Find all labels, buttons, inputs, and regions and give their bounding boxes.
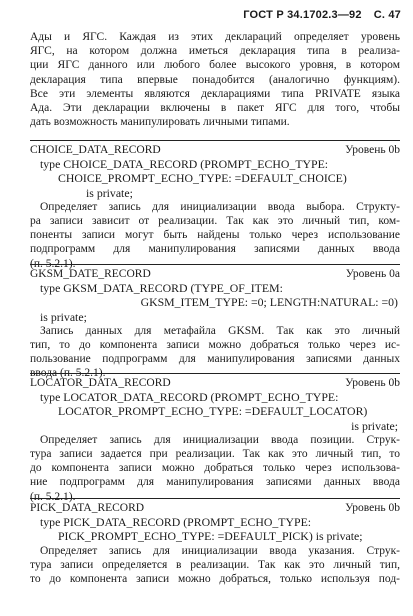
section-heading (30, 501, 400, 515)
intro-line: Ады и ЯГС. Каждая из этих деклараций определяет уровень (30, 31, 400, 43)
description-line: тура записи определяется в реализации. Так как это личный тип, (30, 558, 400, 571)
description-line: поненты записи могут быть найдены только через использование (30, 229, 400, 242)
description-line: тип, то до компонента записи можно добраться только через ис- (30, 339, 400, 352)
code-line: type PICK_DATA_RECORD (PROMPT_ECHO_TYPE: (40, 515, 312, 530)
section-divider (30, 498, 400, 499)
code-line: type GKSM_DATA_RECORD (TYPE_OF_ITEM: (40, 281, 283, 296)
code-line: CHOICE_PROMPT_ECHO_TYPE: =DEFAULT_CHOICE) (58, 171, 347, 186)
description-line: пользование подпрограмм для манипулирования записями данных (30, 353, 400, 366)
section-gksm-date-record (30, 267, 400, 381)
section-title: CHOICE_DATA_RECORD (30, 144, 161, 156)
section-level: Уровень 0b (345, 502, 400, 514)
description-line: Определяет запись для инициализации ввода позиции. Струк- (40, 433, 400, 446)
description-line: тура записи задается при реализации. Так как это личный тип, то (30, 448, 400, 461)
code-line: is private; (40, 309, 87, 324)
code-line: type LOCATOR_DATA_RECORD (PROMPT_ECHO_TYPE: (40, 390, 339, 405)
section-heading (30, 143, 400, 157)
section-title: GKSM_DATE_RECORD (30, 268, 151, 280)
code-line: is private; (86, 185, 133, 200)
section-divider (30, 140, 400, 141)
code-line: GKSM_ITEM_TYPE: =0; LENGTH:NATURAL: =0) (140, 295, 398, 310)
section-title: PICK_DATA_RECORD (30, 502, 145, 514)
description-line: ввода (п. 5.2.1). (30, 367, 106, 380)
section-divider (30, 264, 400, 265)
description-line: то до компонента записи можно добраться, только используя под- (30, 573, 400, 586)
section-heading (30, 376, 400, 390)
description-line: подпрограмм для манипулирования записями данных ввода (30, 243, 400, 256)
description-line: ние подпрограмм для манипулирования записями данных ввода (30, 476, 400, 489)
section-heading (30, 267, 400, 281)
description-line: до компонента записи можно добраться только через использова- (30, 462, 400, 475)
page-header (243, 9, 401, 21)
section-level: Уровень 0b (345, 144, 400, 156)
section-choice-data-record (30, 143, 400, 271)
section-locator-data-record (30, 376, 400, 504)
intro-paragraph (30, 30, 400, 129)
intro-line: ции ЯГС данного или любого более высокого уровня, в котором (30, 59, 400, 72)
code-line: is private; (351, 418, 398, 433)
description-line: ра записи зависит от реализации. Так как это личный тип, ком- (30, 215, 400, 228)
intro-line: Ада. Эти декларации включены в пакет ЯГС для того, чтобы (30, 102, 400, 115)
code-line: type CHOICE_DATA_RECORD (PROMPT_ECHO_TYPE: (40, 157, 329, 172)
section-level: Уровень 0b (345, 377, 400, 389)
intro-line: дать возможность манипулировать личными типами. (30, 116, 290, 129)
intro-line: декларация типа впервые понадобится (аналогично функциям). (30, 73, 400, 86)
section-divider (30, 373, 400, 374)
code-line: LOCATOR_PROMPT_ECHO_TYPE: =DEFAULT_LOCATOR) (58, 404, 368, 419)
description-line: Определяет запись для инициализации ввода выбора. Структу- (40, 200, 400, 213)
standard-number: ГОСТ Р 34.1702.3—92 (243, 9, 362, 21)
intro-line: ЯГС, на котором должна иметься декларация типа в реализа- (30, 45, 400, 58)
description-line: (п. 5.2.1). (30, 257, 76, 270)
section-title: LOCATOR_DATA_RECORD (30, 377, 171, 389)
section-level: Уровень 0a (345, 268, 400, 280)
section-pick-data-record (30, 501, 400, 586)
intro-line: Все эти элементы являются декларациями типа PRIVATE языка (30, 87, 400, 100)
description-line: (п. 5.2.1). (30, 490, 76, 503)
page-number: С. 47 (373, 9, 401, 21)
description-line: Запись данных для метафайла GKSM. Так как это личный (40, 324, 400, 337)
description-line: Определяет запись для инициализации ввода указания. Струк- (40, 544, 400, 557)
code-line: PICK_PROMPT_ECHO_TYPE: =DEFAULT_PICK) is private; (58, 529, 363, 544)
